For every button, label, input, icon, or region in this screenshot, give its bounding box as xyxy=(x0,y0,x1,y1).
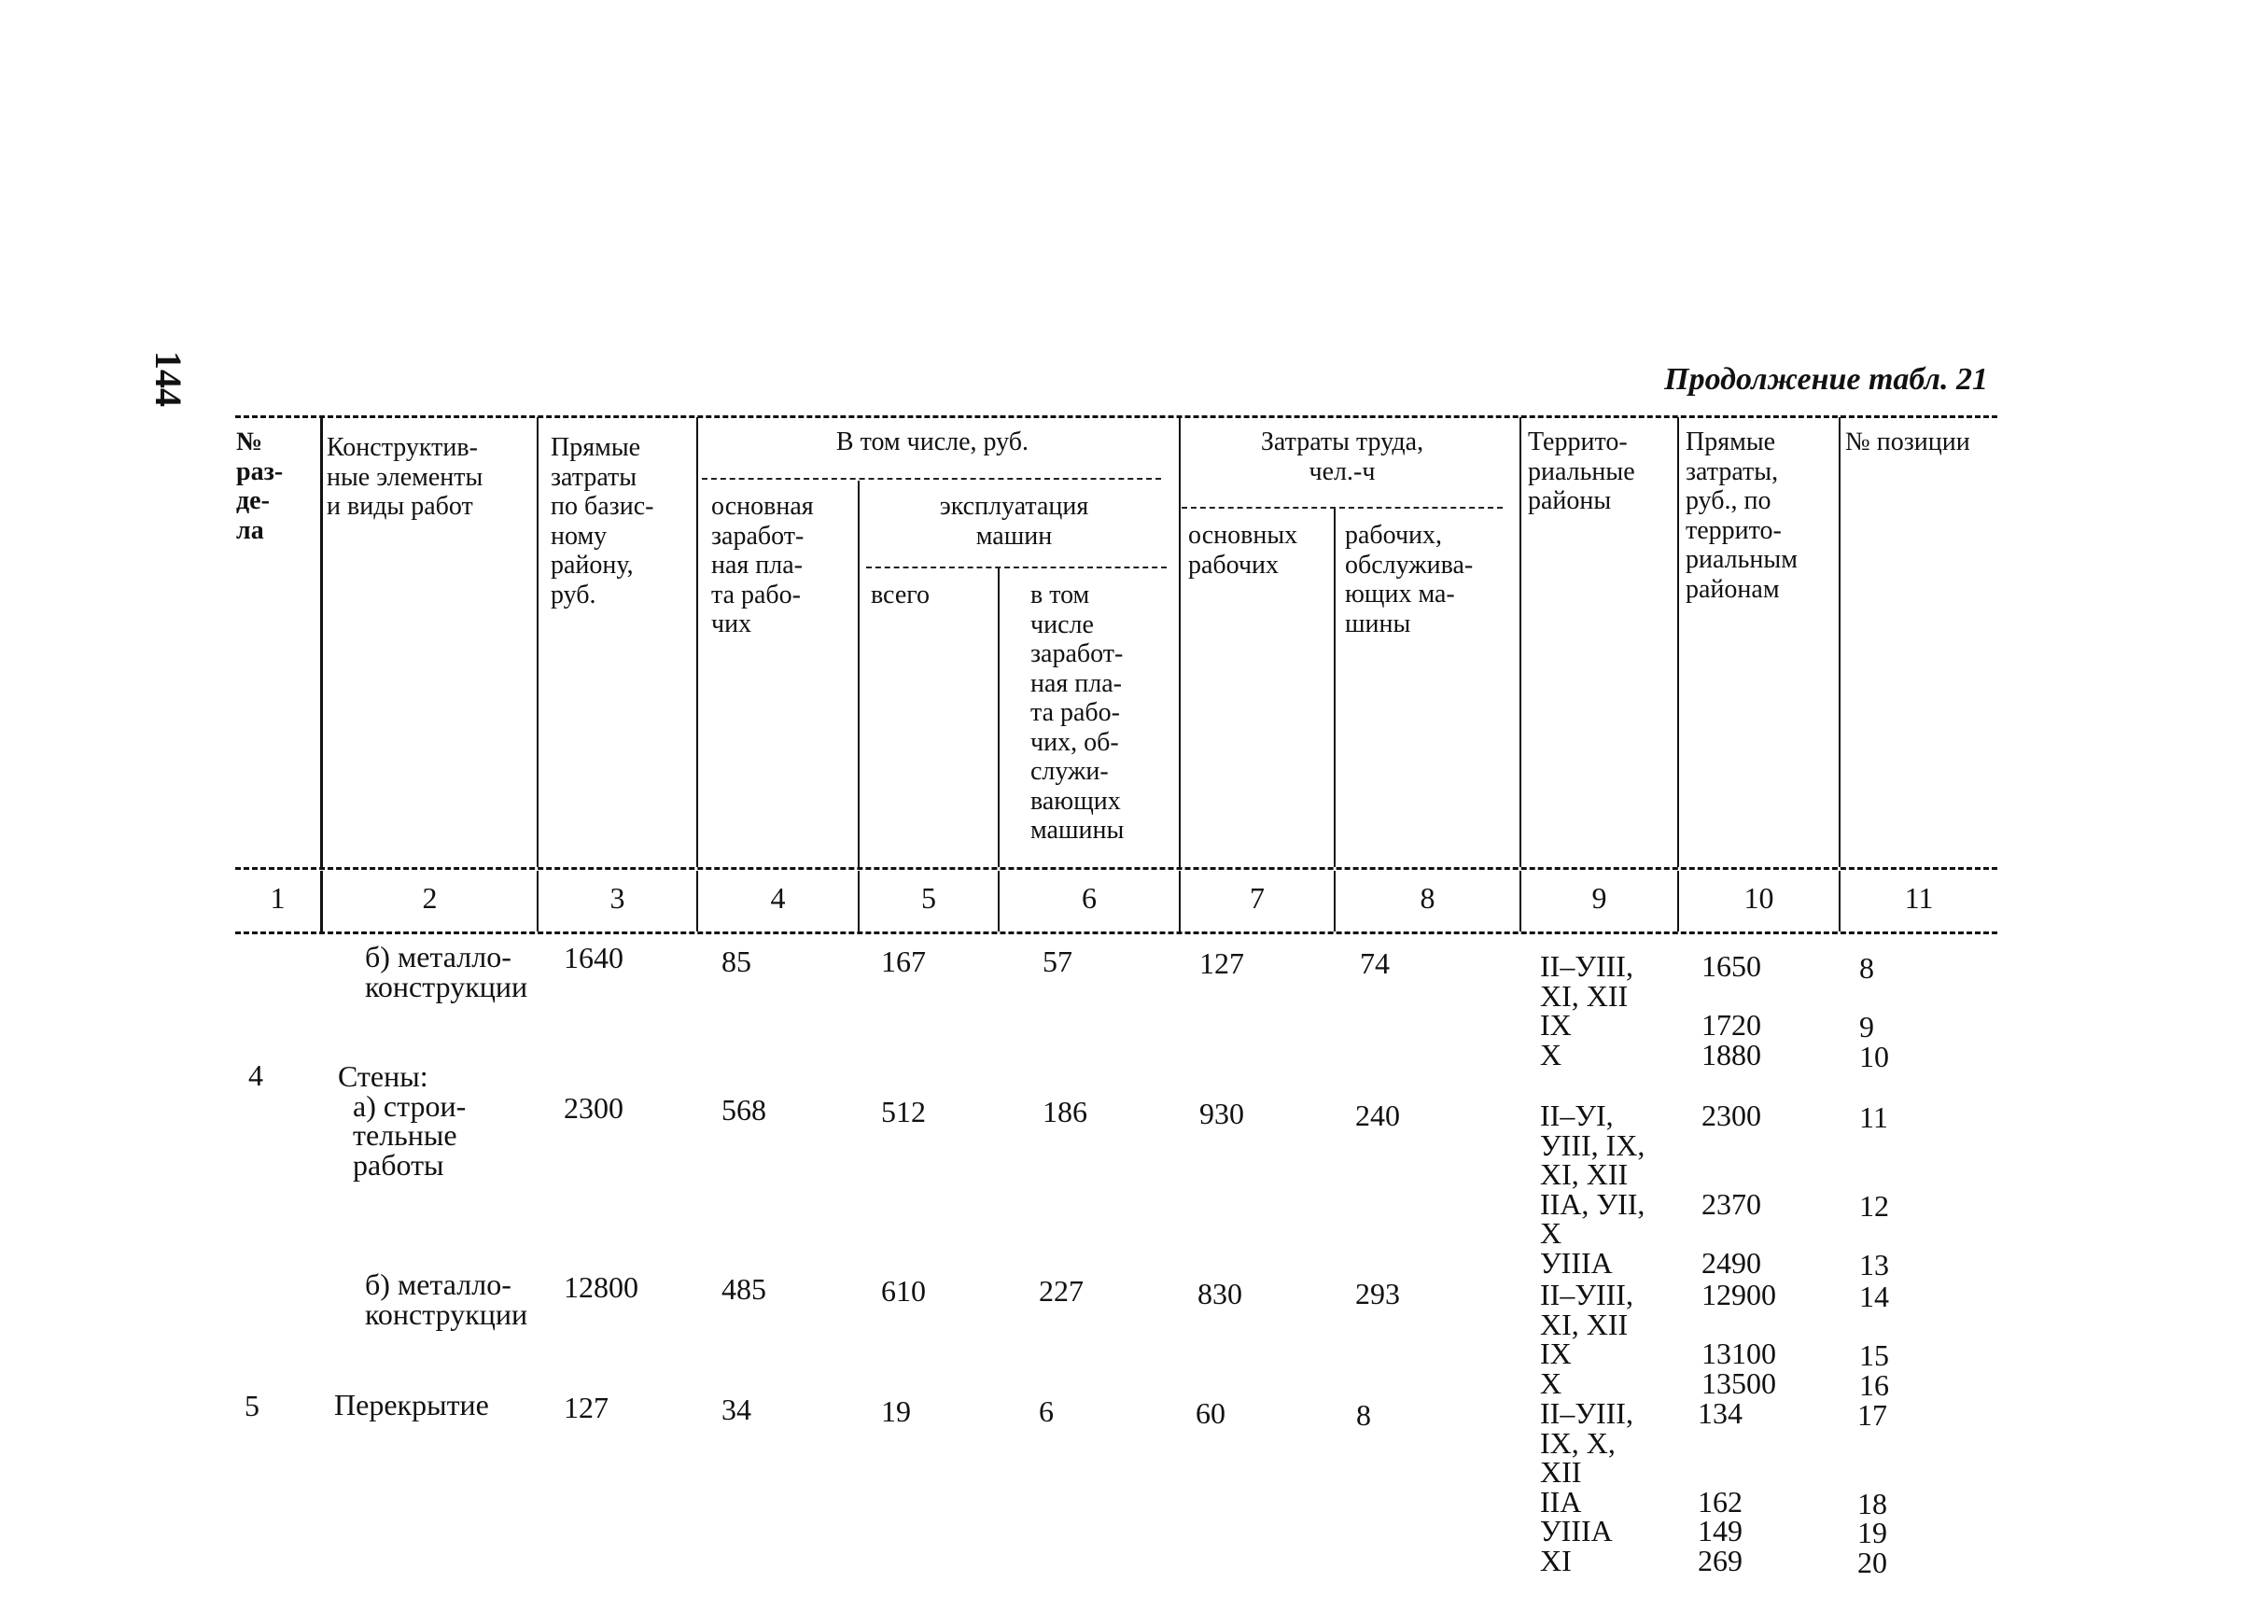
row-positions: 8 9 10 xyxy=(1859,951,1889,1073)
header-direct-costs-regions: Прямые затраты, руб., по террито- риальным районам xyxy=(1686,427,1798,604)
header-territorial-regions: Террито- риальные районы xyxy=(1528,427,1635,515)
row-region-prices: 12900 13100 13500 xyxy=(1701,1278,1776,1400)
row-main-labor: 830 xyxy=(1197,1277,1242,1310)
column-number: 5 xyxy=(921,881,936,915)
row-region-prices: 2300 2370 2490 xyxy=(1701,1099,1761,1280)
row-name: Перекрытие xyxy=(334,1388,489,1421)
column-number: 11 xyxy=(1904,881,1934,915)
column-number: 8 xyxy=(1420,881,1435,915)
row-section-number: 5 xyxy=(245,1389,259,1422)
row-machine-labor: 74 xyxy=(1360,946,1390,980)
row-region-prices: 134 162 149 269 xyxy=(1698,1396,1743,1577)
row-basic-wages: 485 xyxy=(721,1272,766,1306)
header-direct-costs-base: Прямые затраты по базис- ному району, руб. xyxy=(551,433,654,609)
row-regions: II–УIII, IX, X, XII IIA УIIIA XI xyxy=(1540,1396,1633,1577)
row-machine-labor: 293 xyxy=(1355,1277,1400,1310)
column-number: 6 xyxy=(1082,881,1097,915)
table-caption: Продолжение табл. 21 xyxy=(1664,362,1988,397)
column-number: 1 xyxy=(270,881,286,915)
row-machine-wages: 227 xyxy=(1039,1274,1084,1308)
column-number: 4 xyxy=(770,881,786,915)
row-regions: II–УIII, XI, XII IX X xyxy=(1540,949,1633,1071)
row-positions: 11 12 13 xyxy=(1859,1100,1889,1281)
row-main-labor: 60 xyxy=(1196,1396,1225,1430)
row-machine-total: 167 xyxy=(881,945,926,978)
column-number: 3 xyxy=(609,881,625,915)
row-regions: II–УIII, XI, XII IX X xyxy=(1540,1278,1633,1400)
row-section-number: 4 xyxy=(248,1058,263,1092)
row-machine-total: 19 xyxy=(881,1394,911,1428)
row-machine-wages: 186 xyxy=(1043,1095,1087,1128)
row-name: б) металло- конструкции xyxy=(365,940,528,1003)
row-machine-total: 512 xyxy=(881,1095,926,1128)
header-including-rub: В том числе, руб. xyxy=(835,427,1029,456)
column-number: 10 xyxy=(1743,881,1774,915)
row-region-prices: 1650 1720 1880 xyxy=(1701,949,1761,1071)
column-number: 2 xyxy=(422,881,438,915)
row-machine-labor: 240 xyxy=(1355,1099,1400,1132)
header-incl-operator-wages: в том числе заработ- ная пла- та рабо- чих, об- служи- вающих машины xyxy=(1030,581,1125,845)
header-total: всего xyxy=(871,581,931,609)
row-machine-total: 610 xyxy=(881,1274,926,1308)
header-main-workers: основных рабочих xyxy=(1188,521,1298,580)
row-basic-wages: 85 xyxy=(721,945,751,978)
header-machine-operation: эксплуатация машин xyxy=(939,492,1089,551)
row-positions: 14 15 16 xyxy=(1859,1280,1889,1402)
column-number: 7 xyxy=(1250,881,1265,915)
header-labor-costs: Затраты труда, чел.-ч xyxy=(1260,427,1424,486)
header-position-number: № позиции xyxy=(1845,427,1970,456)
row-main-labor: 127 xyxy=(1199,946,1244,980)
row-basic-wages: 34 xyxy=(721,1393,751,1426)
page-number: 144 xyxy=(147,351,189,407)
row-regions: II–УI, УIII, IX, XI, XII IIA, УII, X УIIIA xyxy=(1540,1099,1645,1280)
row-machine-labor: 8 xyxy=(1356,1398,1371,1432)
row-direct-costs: 12800 xyxy=(564,1270,638,1304)
row-machine-wages: 6 xyxy=(1039,1394,1054,1428)
header-elements-and-works: Конструктив- ные элементы и виды работ xyxy=(327,433,483,521)
row-direct-costs: 1640 xyxy=(564,941,623,974)
header-basic-wages: основная заработ- ная пла- та рабо- чих xyxy=(711,492,814,638)
row-direct-costs: 127 xyxy=(564,1391,609,1424)
row-positions: 17 18 19 20 xyxy=(1857,1398,1887,1579)
column-number: 9 xyxy=(1591,881,1607,915)
row-machine-wages: 57 xyxy=(1043,945,1072,978)
row-basic-wages: 568 xyxy=(721,1093,766,1127)
row-name: Стены: а) строи- тельные работы xyxy=(338,1059,467,1182)
header-machine-workers: рабочих, обслужива- ющих ма- шины xyxy=(1345,521,1474,638)
row-direct-costs: 2300 xyxy=(564,1091,623,1125)
row-main-labor: 930 xyxy=(1199,1097,1244,1130)
header-section-number: № раз- де- ла xyxy=(236,427,284,545)
row-name: б) металло- конструкции xyxy=(365,1267,528,1331)
